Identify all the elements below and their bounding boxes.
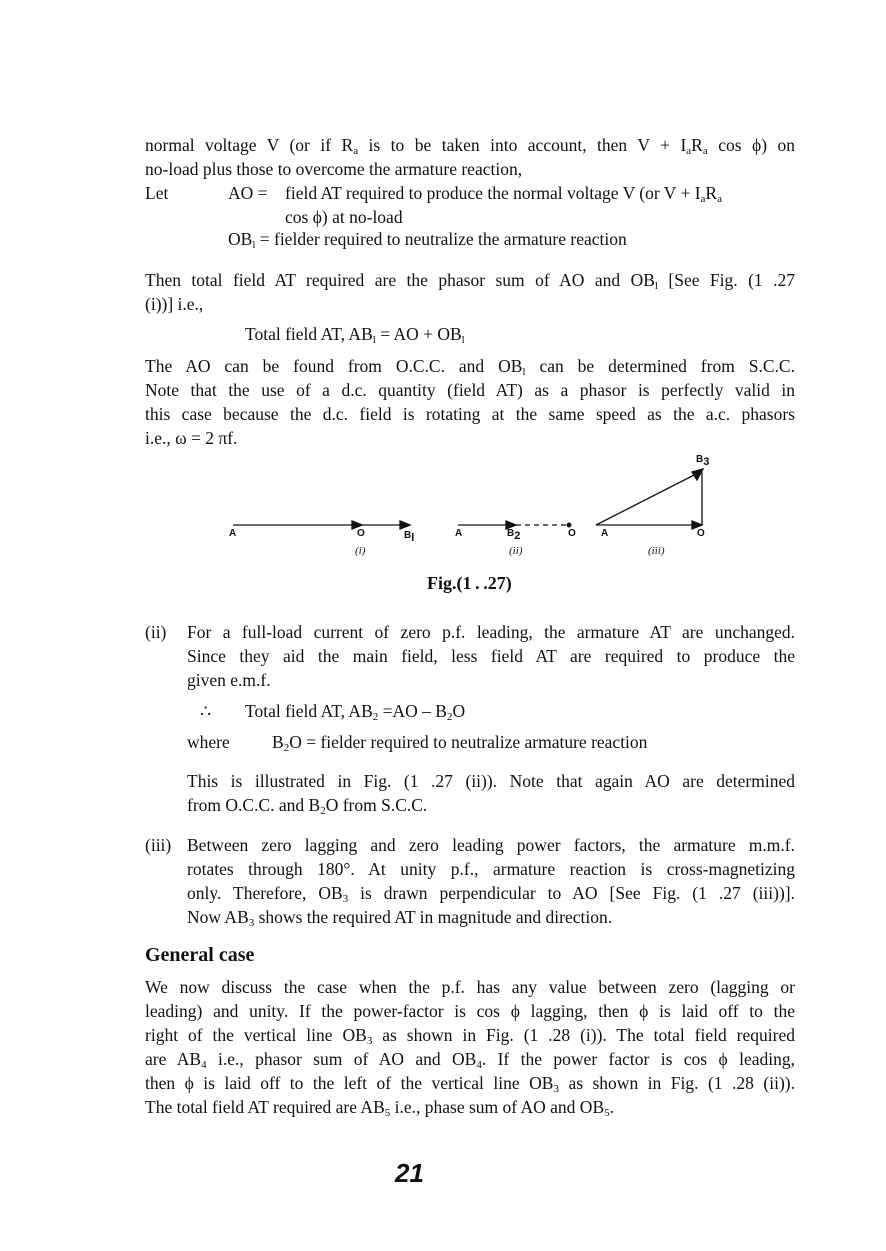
item-iii-line4: Now $AB_3$ shows the required AT in magnitude and direction. bbox=[187, 907, 613, 929]
therefore-symbol: ∴ bbox=[200, 701, 212, 721]
fig-label-b2-ii: $B_2$ bbox=[507, 528, 521, 542]
item-ii-line4: This is illustrated in Fig. (1 .27 (ii)). Note that again AO are determined bbox=[187, 771, 795, 791]
general-line5: then ϕ is laid off to the left of the vertical line $OB_3$ as shown in Fig. (1 .28 (ii)). bbox=[145, 1073, 795, 1095]
para3-line2: Note that the use of a d.c. quantity (field AT) as a phasor is perfectly valid in bbox=[145, 380, 795, 400]
fig-label-o-iii: O bbox=[697, 528, 705, 539]
arrowhead-b1-i bbox=[400, 521, 410, 529]
ao-definition-line2: cos ϕ) at no-load bbox=[285, 207, 403, 227]
fig-label-o-i: O bbox=[357, 528, 365, 539]
para2-line1: Then total field AT required are the phasor sum of AO and $OB_l$ [See Fig. (1 .27 bbox=[145, 270, 795, 292]
general-line2: leading) and unity. If the power-factor is cos ϕ lagging, then ϕ is laid off to the bbox=[145, 1001, 795, 1021]
phasor-ab3-iii bbox=[596, 472, 700, 525]
fig-sub-i: (i) bbox=[355, 545, 366, 557]
where-definition: $B_2O$ = fielder required to neutralize armature reaction bbox=[272, 732, 648, 754]
page-number: 21 bbox=[395, 1158, 424, 1188]
fig-label-a-iii: A bbox=[601, 528, 609, 539]
fig-sub-ii: (ii) bbox=[509, 545, 523, 557]
para3-line4: i.e., ω = 2 πf. bbox=[145, 428, 238, 448]
let-word: Let bbox=[145, 183, 169, 203]
item-ii-number: (ii) bbox=[145, 622, 167, 642]
fig-label-a-i: A bbox=[229, 528, 237, 539]
general-line6: The total field AT required are $AB_5$ i.e., phase sum of AO and $OB_5$. bbox=[145, 1097, 614, 1119]
item-ii-line1: For a full-load current of zero p.f. leading, the armature AT are unchanged. bbox=[187, 622, 795, 642]
fig-label-a-ii: A bbox=[455, 528, 463, 539]
para1-line1: normal voltage V (or if $R_a$ is to be taken into account, then $V + I_aR_a$ cos ϕ) on bbox=[145, 135, 796, 157]
phasor-figure bbox=[0, 450, 886, 590]
ao-label: AO = bbox=[228, 183, 268, 203]
equation-total-field: Total field AT, $AB_l$ = AO + $OB_l$ bbox=[245, 324, 465, 346]
para3-line1: The AO can be found from O.C.C. and $OB_l$ can be determined from S.C.C. bbox=[145, 356, 795, 378]
item-iii-number: (iii) bbox=[145, 835, 172, 855]
where-word: where bbox=[187, 732, 230, 752]
point-o-ii bbox=[567, 523, 571, 527]
para2-line2: (i))] i.e., bbox=[145, 294, 204, 314]
fig-label-o-ii: O bbox=[568, 528, 576, 539]
item-iii-line1: Between zero lagging and zero leading power factors, the armature m.m.f. bbox=[187, 835, 795, 855]
para1-line2: no-load plus those to overcome the armature reaction, bbox=[145, 159, 523, 179]
general-line4: are $AB_4$ i.e., phasor sum of AO and $OB_4$. If the power factor is cos ϕ leading, bbox=[145, 1049, 795, 1071]
general-line3: right of the vertical line $OB_3$ as shown in Fig. (1 .28 (i)). The total field required bbox=[145, 1025, 795, 1047]
general-line1: We now discuss the case when the p.f. has any value between zero (lagging or bbox=[145, 977, 795, 997]
fig-label-b3-iii: $B_3$ bbox=[696, 454, 710, 468]
fig-label-b1-i: $B_l$ bbox=[404, 530, 415, 544]
ao-definition-line1: field AT required to produce the normal voltage V (or $V + I_aR_a$ bbox=[285, 183, 722, 205]
item-ii-line2: Since they aid the main field, less field AT are required to produce the bbox=[187, 646, 795, 666]
section-heading-general-case: General case bbox=[145, 944, 255, 966]
figure-caption: Fig.(1 . .27) bbox=[427, 573, 512, 593]
item-iii-line2: rotates through 180°. At unity p.f., armature reaction is cross-magnetizing bbox=[187, 859, 795, 879]
item-ii-line3: given e.m.f. bbox=[187, 670, 271, 690]
equation-ab2: Total field AT, $AB_2 =AO - B_2O$ bbox=[245, 701, 466, 723]
ob1-definition: $OB_l$ = fielder required to neutralize the armature reaction bbox=[228, 229, 627, 251]
item-iii-line3: only. Therefore, $OB_3$ is drawn perpendicular to AO [See Fig. (1 .27 (iii))]. bbox=[187, 883, 795, 905]
fig-sub-iii: (iii) bbox=[648, 545, 665, 557]
para3-line3: this case because the d.c. field is rotating at the same speed as the a.c. phasors bbox=[145, 404, 795, 424]
item-ii-line5: from O.C.C. and $B_2O$ from S.C.C. bbox=[187, 795, 428, 817]
